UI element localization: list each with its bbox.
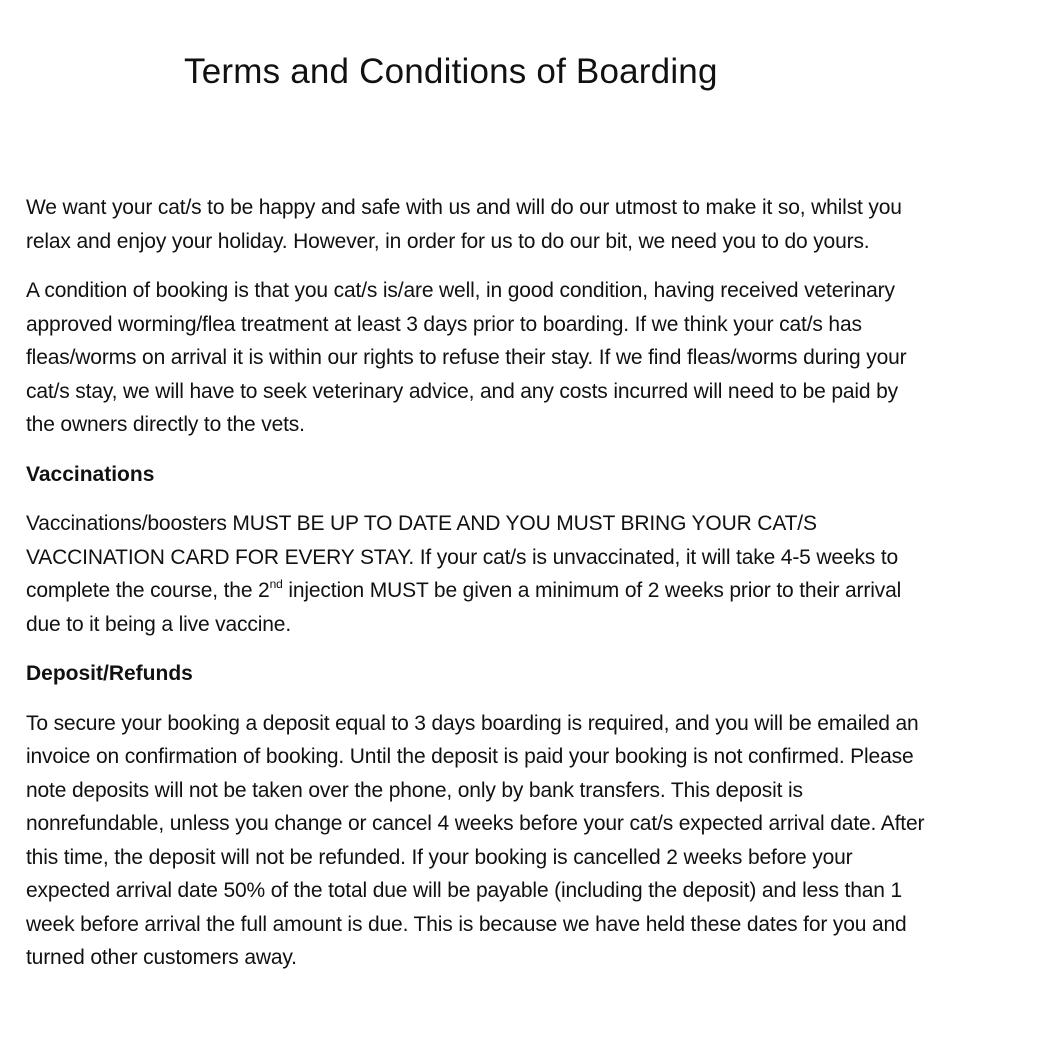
- intro-paragraph: We want your cat/s to be happy and safe with us and will do our utmost to make it so, whilst you relax and enjoy your holiday. However, in order for us to do our bit, we need you to do yours.: [26, 196, 902, 253]
- vaccinations-text-end: injection MUST be given a minimum of 2 weeks prior to their arrival due to it being a live vaccine.: [26, 579, 902, 636]
- deposit-refunds-paragraph: To secure your booking a deposit equal to 3 days boarding is required, and you will be emailed an invoice on confirmation of booking. Until the deposit is paid your booking is not confirmed. Please note deposits will not be taken over the phone, only by bank transfers. This deposit is nonrefundable, unless you change or cancel 4 weeks before your cat/s expected arrival date. After this time, the deposit will not be refunded. If your booking is cancelled 2 weeks before your expected arrival date 50% of the total due will be payable (including the deposit) and less than 1 week before arrival the full amount is due. This is because we have held these dates for you and turned other customers away.: [26, 711, 925, 969]
- condition-paragraph: A condition of booking is that you cat/s is/are well, in good condition, having received veterinary approved worming/flea treatment at least 3 days prior to boarding. If we think your cat/s has fleas/worms on arrival it is within our rights to refuse their stay. If we find fleas/worms during your cat/s stay, we will have to seek veterinary advice, and any costs incurred will need to be paid by the owners directly to the vets.: [26, 279, 907, 436]
- ordinal-superscript: nd: [269, 577, 283, 591]
- deposit-refunds-heading: Deposit/Refunds: [26, 662, 193, 685]
- vaccinations-text-start: Vaccinations/boosters MUST BE UP TO DATE AND YOU MUST BRING YOUR CAT/S VACCINATION CARD FOR EVERY STAY. If your cat/s is unvaccinated, it will take 4-5 weeks to complete the course, the 2: [26, 512, 899, 602]
- vaccinations-paragraph: [26, 507, 926, 641]
- vaccinations-heading: Vaccinations: [26, 462, 155, 486]
- page-title: Terms and Conditions of Boarding: [184, 52, 718, 91]
- document-body: [26, 191, 926, 991]
